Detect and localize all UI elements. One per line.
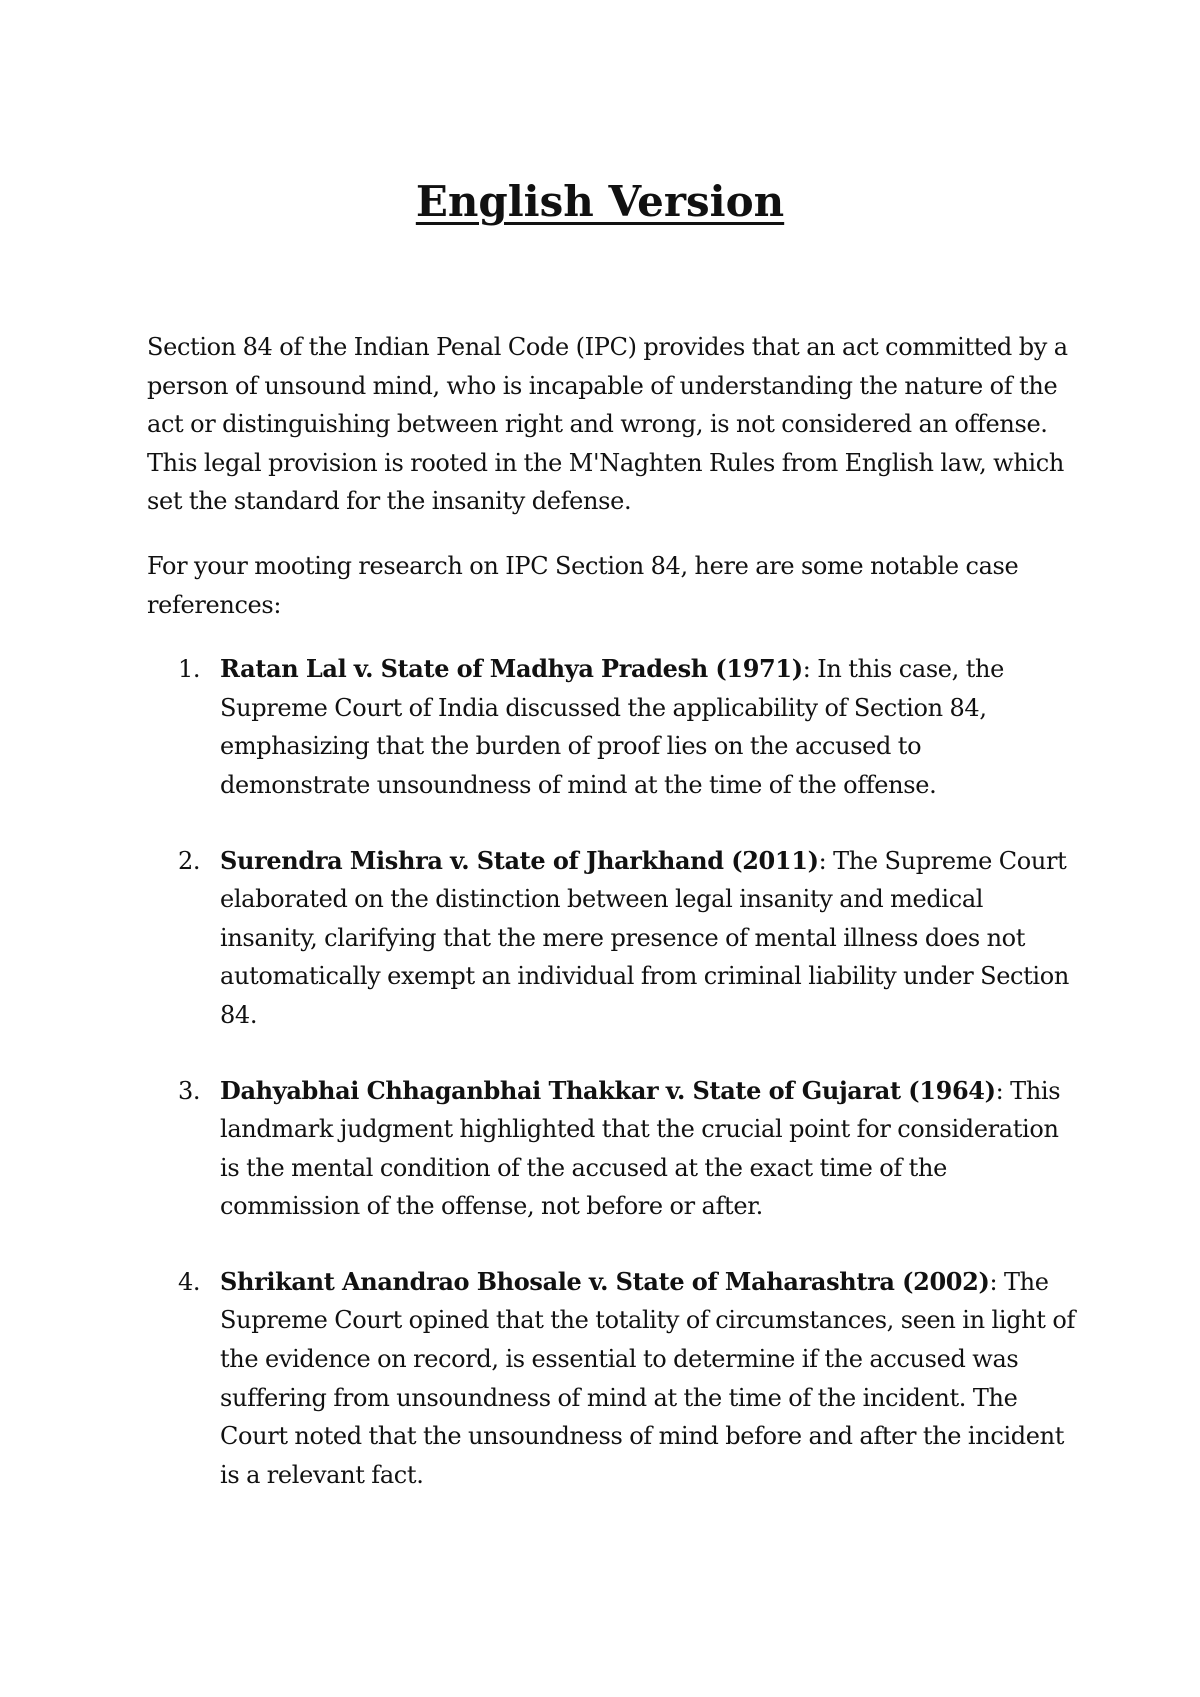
- lead-paragraph: For your mooting research on IPC Section 84, here are some notable case references:: [147, 551, 1019, 619]
- case-description: : The Supreme Court opined that the totality of circumstances, seen in light of the evidence on record, is essential to determine if the accused was suffering from unsoundness of mind at the time of the incident. The Court noted that the unsoundness of mind before and after the incident is a relevant fact.: [220, 1267, 1075, 1489]
- case-name: Dahyabhai Chhaganbhai Thakkar v. State of Gujarat (1964): [220, 1075, 996, 1105]
- list-item: [147, 1072, 1077, 1226]
- list-item: [147, 842, 1077, 1035]
- document-body: [147, 328, 1077, 1531]
- page-title: English Version: [415, 177, 785, 226]
- case-name: Surendra Mishra v. State of Jharkhand (2011): [220, 845, 819, 875]
- list-item-number: 2.: [178, 846, 201, 875]
- list-item-number: 3.: [178, 1076, 201, 1105]
- list-item: [147, 1263, 1077, 1495]
- case-description: : The Supreme Court elaborated on the distinction between legal insanity and medical insanity, clarifying that the mere presence of mental illness does not automatically exempt an individual from criminal liability under Section 84.: [220, 846, 1069, 1029]
- case-name: Ratan Lal v. State of Madhya Pradesh (1971): [220, 654, 803, 684]
- case-list: [147, 650, 1077, 1494]
- list-item-number: 4.: [178, 1267, 201, 1296]
- case-name: Shrikant Anandrao Bhosale v. State of Maharashtra (2002): [220, 1266, 990, 1296]
- case-description: : In this case, the Supreme Court of India discussed the applicability of Section 84, emphasizing that the burden of proof lies on the accused to demonstrate unsoundness of mind at the time of the offense.: [220, 655, 1004, 799]
- list-item: [147, 650, 1077, 804]
- case-description: : This landmark judgment highlighted that the crucial point for consideration is the mental condition of the accused at the exact time of the commission of the offense, not before or after.: [220, 1076, 1061, 1221]
- list-item-number: 1.: [178, 655, 201, 684]
- intro-paragraph: Section 84 of the Indian Penal Code (IPC) provides that an act committed by a person of unsound mind, who is incapable of understanding the nature of the act or distinguishing between right and wrong, is not considered an offense. This legal provision is rooted in the M'Naghten Rules from English law, which set the standard for the insanity defense.: [147, 333, 1068, 516]
